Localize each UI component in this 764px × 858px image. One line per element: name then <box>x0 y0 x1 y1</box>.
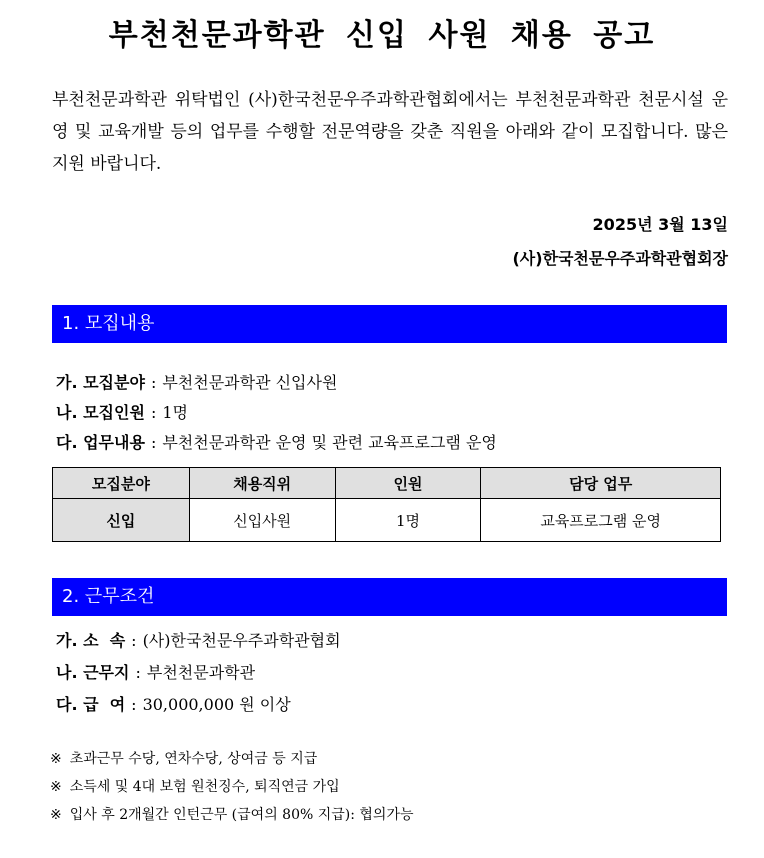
note-item <box>50 776 340 796</box>
recruit-field-item: 가. 모집분야 : 부천천문과학관 신입사원 <box>56 373 338 392</box>
item-label: 나. 근무지 <box>56 663 130 682</box>
recruit-count-item: 나. 모집인원 : 1명 <box>56 403 188 422</box>
note-item <box>50 804 414 824</box>
note-text: 초과근무 수당, 연차수당, 상여금 등 지급 <box>69 751 318 767</box>
table-cell: 신입 <box>53 499 190 542</box>
item-value: 부천천문과학관 운영 및 관련 교육프로그램 운영 <box>162 433 497 452</box>
note-mark: ※ <box>50 751 62 767</box>
note-mark: ※ <box>50 807 62 823</box>
table-header-cell: 담당 업무 <box>481 468 721 499</box>
table-cell: 교육프로그램 운영 <box>481 499 721 542</box>
item-value: 30,000,000 원 이상 <box>142 695 291 714</box>
affiliation-item: 가. 소 속 : (사)한국천문우주과학관협회 <box>56 631 341 650</box>
table-header-cell: 모집분야 <box>53 468 190 499</box>
note-mark: ※ <box>50 779 62 795</box>
recruitment-table <box>52 467 721 542</box>
section-heading-conditions: 2. 근무조건 <box>52 578 727 616</box>
note-text: 입사 후 2개월간 인턴근무 (급여의 80% 지급): 협의가능 <box>69 807 414 823</box>
item-value: 1명 <box>162 403 188 422</box>
intro-paragraph: 부천천문과학관 위탁법인 (사)한국천문우주과학관협회에서는 부천천문과학관 천문시설 운영 및 교육개발 등의 업무를 수행할 전문역량을 갖춘 직원을 아래와 같이 모집합니다. 많은 지원 바랍니다. <box>52 90 728 174</box>
note-item <box>50 748 317 768</box>
table-cell: 1명 <box>335 499 481 542</box>
item-label: 다. 급 여 <box>56 695 126 714</box>
issuing-organization: (사)한국천문우주과학관협회장 <box>512 249 728 268</box>
table-header-cell: 채용직위 <box>189 468 335 499</box>
item-label: 다. 업무내용 <box>56 433 145 452</box>
table-header-row <box>53 468 721 499</box>
page-title: 부천천문과학관 신입 사원 채용 공고 <box>108 18 656 53</box>
announcement-date: 2025년 3월 13일 <box>592 215 728 234</box>
item-value: 부천천문과학관 <box>146 663 256 682</box>
item-value: (사)한국천문우주과학관협회 <box>142 631 341 650</box>
duty-item: 다. 업무내용 : 부천천문과학관 운영 및 관련 교육프로그램 운영 <box>56 433 497 452</box>
note-text: 소득세 및 4대 보험 원천징수, 퇴직연금 가입 <box>69 779 340 795</box>
item-label: 나. 모집인원 <box>56 403 145 422</box>
item-label: 가. 모집분야 <box>56 373 145 392</box>
table-row <box>53 499 721 542</box>
item-value: 부천천문과학관 신입사원 <box>162 373 338 392</box>
table-header-cell: 인원 <box>335 468 481 499</box>
workplace-item: 나. 근무지 : 부천천문과학관 <box>56 663 256 682</box>
salary-item: 다. 급 여 : 30,000,000 원 이상 <box>56 695 291 714</box>
section-heading-recruitment: 1. 모집내용 <box>52 305 727 343</box>
table-cell: 신입사원 <box>189 499 335 542</box>
item-label: 가. 소 속 <box>56 631 126 650</box>
